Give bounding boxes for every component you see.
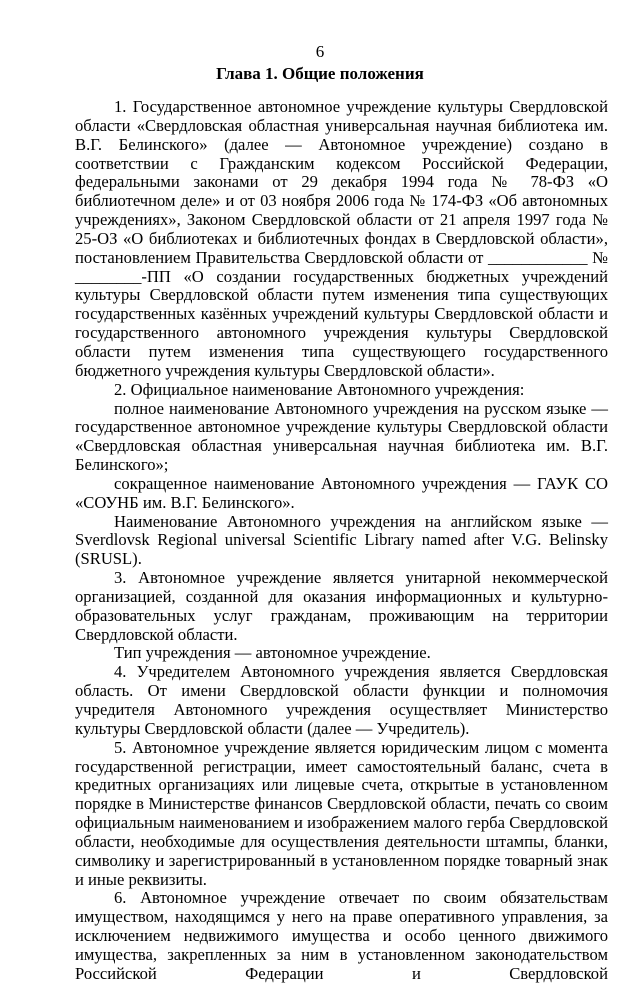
paragraph: 6. Автономное учреждение отвечает по своим обязательствам имуществом, находящимся у него на праве оперативного управления, за исключением недвижимого имущества и особо ценного движимого имущества, закрепленных за ним в установленном законодательством Российской Федерации и Свердловской [75, 888, 608, 983]
paragraph: Тип учреждения — автономное учреждение. [114, 643, 431, 663]
page-number: 6 [315, 42, 325, 61]
chapter-title: Глава 1. Общие положения [216, 64, 424, 83]
paragraph: сокращенное наименование Автономного учреждения — ГАУК СО «СОУНБ им. В.Г. Белинского». [75, 473, 608, 512]
paragraph: полное наименование Автономного учреждения на русском языке — государственное автономное учреждение культуры Свердловской области «Свердловская областная универсальная научная библиотека им. В.Г. Белинского»; [75, 398, 608, 475]
document-body [75, 98, 608, 984]
paragraph: 4. Учредителем Автономного учреждения является Свердловская область. От имени Свердловской области функции и полномочия учредителя Автономного учреждения осуществляет Министерство культуры Свердловской области (далее — Учредитель). [75, 662, 608, 738]
paragraph: 5. Автономное учреждение является юридическим лицом с момента государственной регистрации, имеет самостоятельный баланс, счета в кредитных организациях или лицевые счета, открытые в установленном порядке в Министерстве финансов Свердловской области, печать со своим официальным наименованием и изображением малого герба Свердловской области, необходимые для осуществления деятельности штампы, бланки, символику и зарегистрированный в установленном порядке товарный знак и иные реквизиты. [75, 737, 608, 889]
paragraph: Наименование Автономного учреждения на английском языке — Sverdlovsk Regional universal Scientific Library named after V.G. Belinsky (SRUSL). [75, 511, 608, 569]
paragraph: 2. Официальное наименование Автономного учреждения: [114, 379, 525, 399]
paragraph: 1. Государственное автономное учреждение культуры Свердловской области «Свердловская областная универсальная научная библиотека им. В.Г. Белинского» (далее — Автономное учреждение) создано в соответствии с Гражданским кодексом Российской Федерации, федеральными законами от 29 декабря 1994 года № 78-ФЗ «О библиотечном деле» и от 03 ноября 2006 года № 174-ФЗ «Об автономных учреждениях», Законом Свердловской области от 21 апреля 1997 года № 25-ОЗ «О библиотеках и библиотечных фондах в Свердловской области», постановлением Правительства Свердловской области от ____________ № ________-ПП «О создании государственных бюджетных учреждений культуры Свердловской области путем изменения типа существующих государственных казённых учреждений культуры Свердловской области и государственного автономного учреждения культуры Свердловской области путем изменения типа существующего государственного бюджетного учреждения культуры Свердловской области». [75, 97, 608, 380]
paragraph: 3. Автономное учреждение является унитарной некоммерческой организацией, созданной для оказания информационных и культурно-образовательных услуг гражданам, проживающим на территории Свердловской области. [75, 568, 608, 644]
